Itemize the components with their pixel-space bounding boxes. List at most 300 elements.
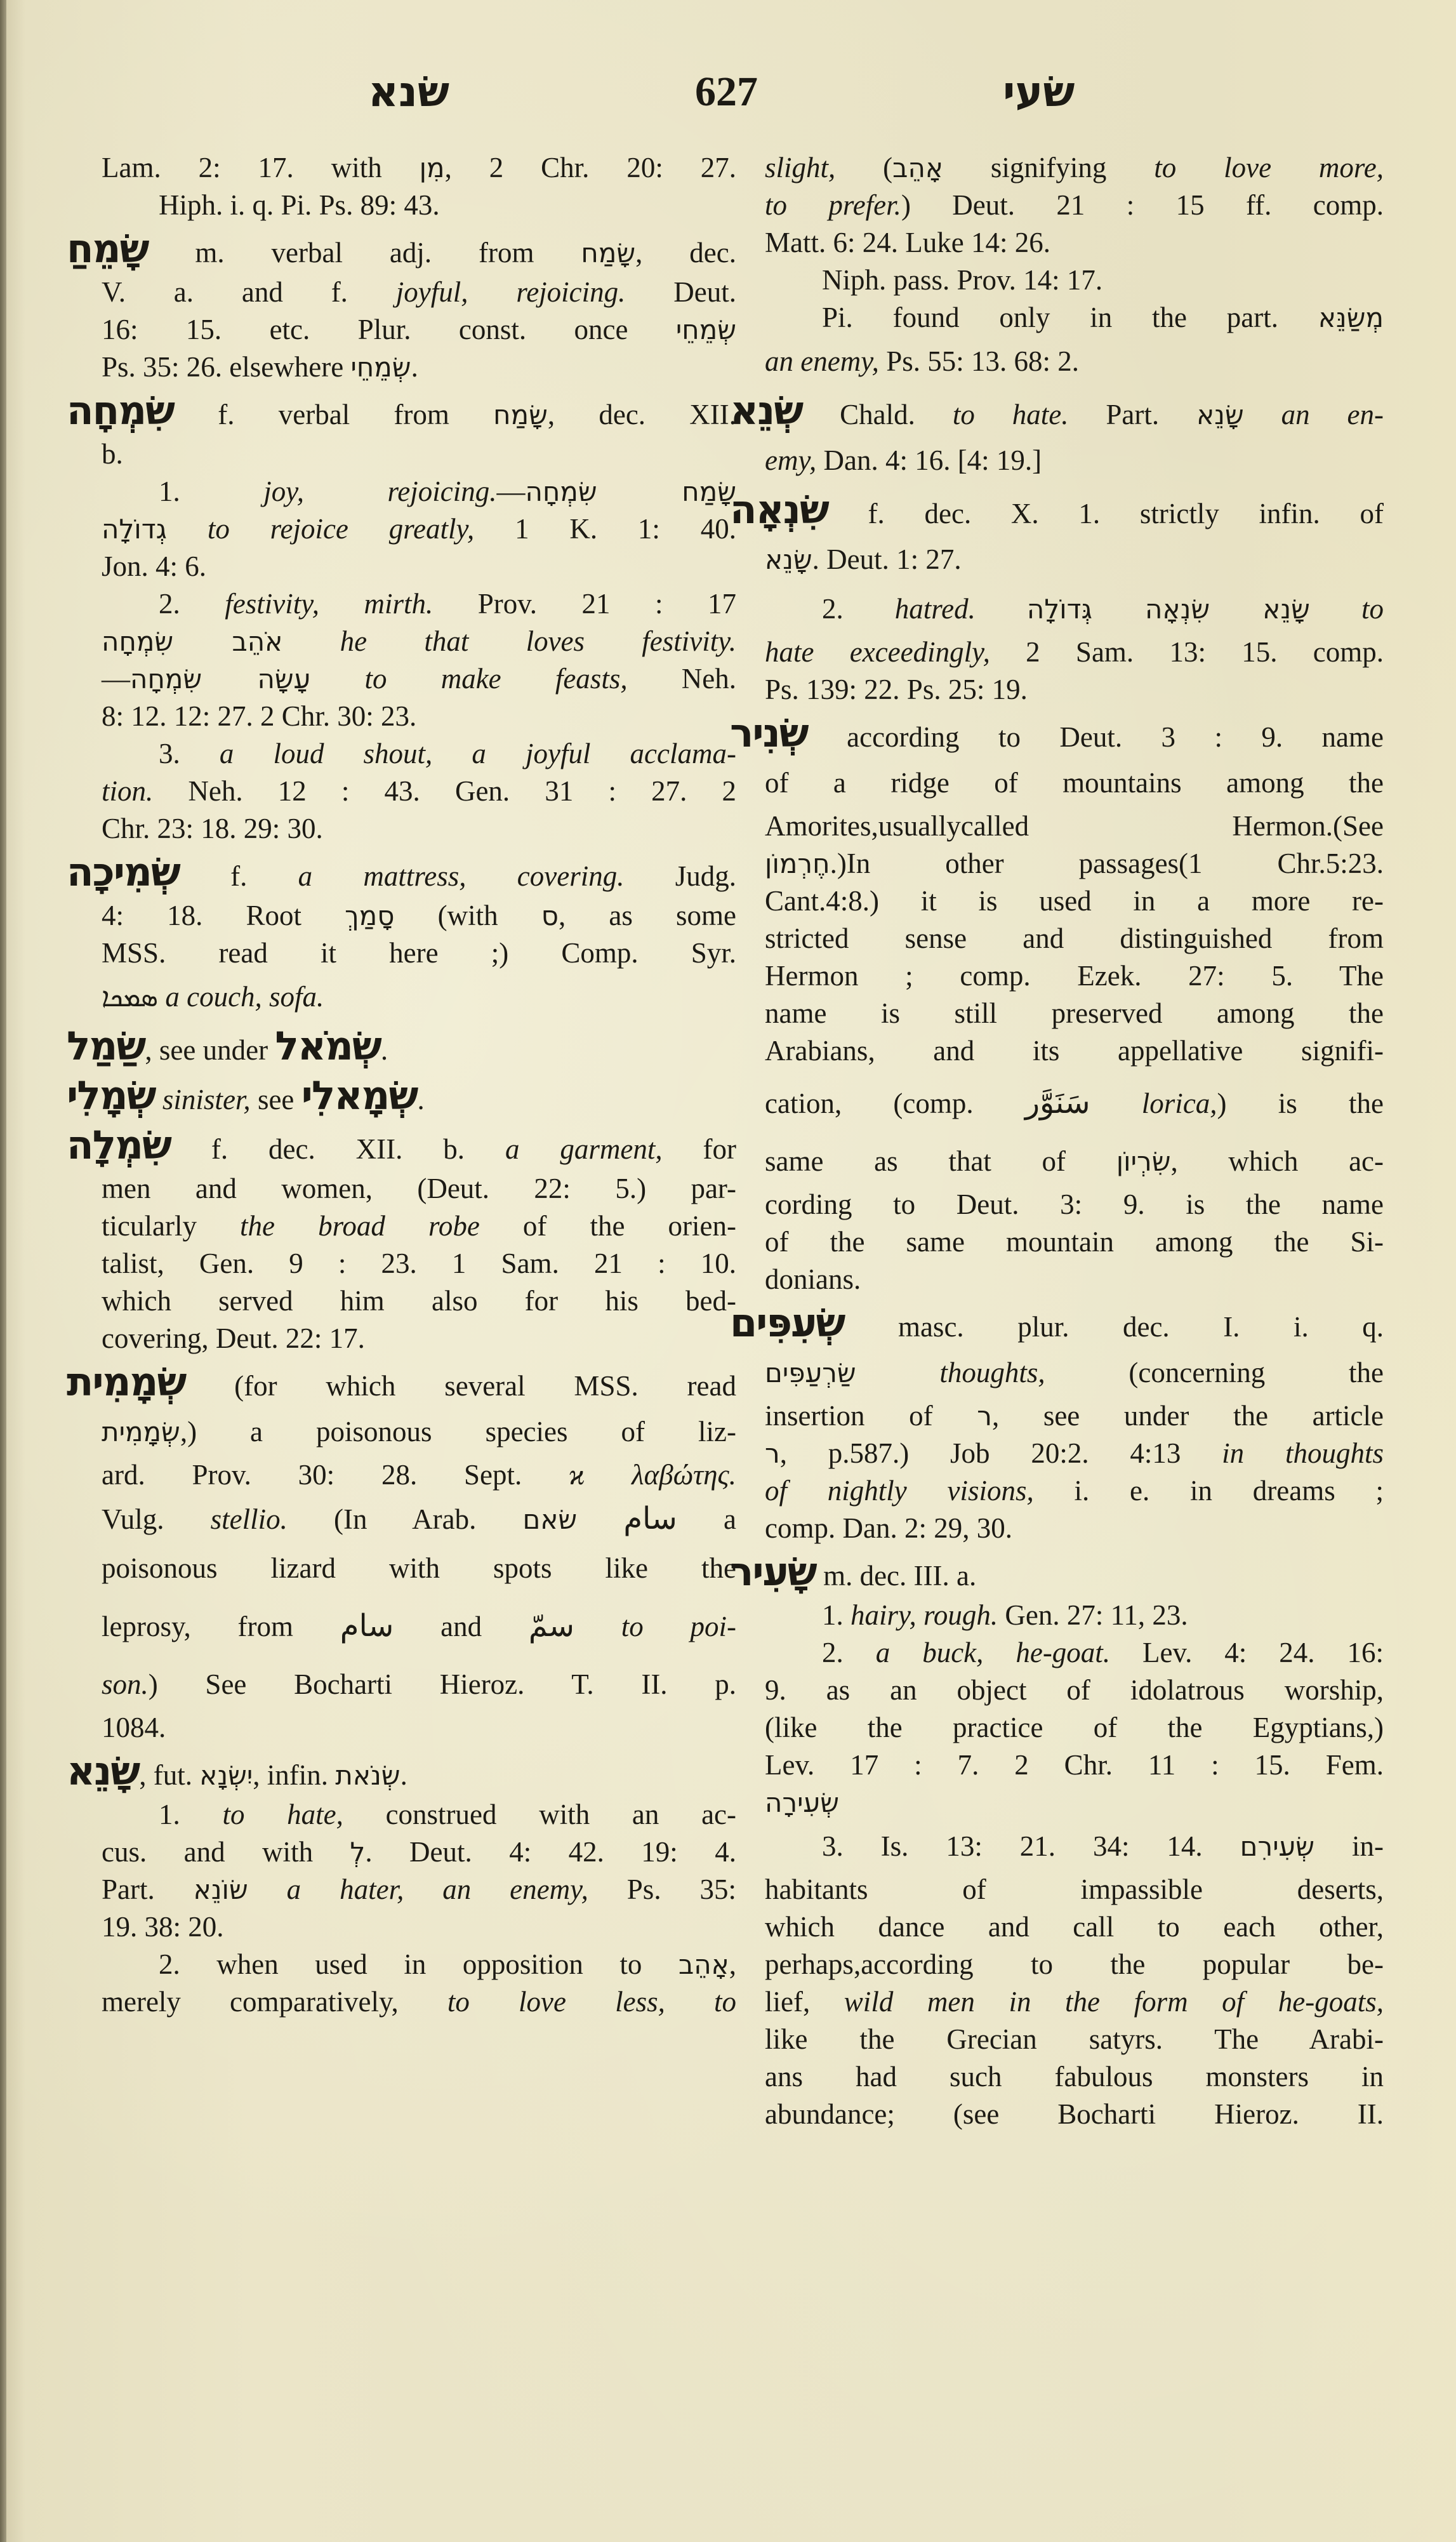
hebrew-text: לְ [350,1837,366,1868]
hebrew-text: שְׂעִירִם [1240,1831,1315,1862]
text-line [102,935,736,972]
body-text [1090,1088,1142,1119]
body-text: , p.587.) Job 20:2. 4:13 [779,1437,1222,1469]
hebrew-text: שָׂנֵא [765,544,812,575]
body-text: 8: 12. 12: 27. 2 Chr. 30: 23. [102,700,417,732]
hebrew-text: שָׂמַח שִׂמְחָה [525,476,736,507]
hebrew-headword: שִׂמְלָה [67,1122,171,1168]
body-text: V. a. and f. [102,276,396,308]
right-column [730,149,1384,2133]
body-text: Lev. 17 : 7. 2 Chr. 11 : 15. Fem. [765,1749,1384,1781]
italic-gloss: son. [102,1668,149,1700]
italic-gloss: sinister, [162,1084,251,1115]
body-text: . [380,1034,388,1066]
body-text: a [677,1503,736,1535]
italic-gloss: to prefer. [765,189,901,221]
body-text: , as some [559,900,736,931]
body-text: . Deut. 4: 42. 19: 4. [365,1836,736,1868]
italic-gloss: to make feasts, [364,663,628,695]
text-line [102,1407,736,1456]
hebrew-text: שָׂמַח [581,237,636,269]
body-text: Ps. 35: 26. elsewhere [102,351,351,383]
text-line [765,1397,1384,1435]
text-line [102,349,736,386]
text-line [102,149,736,187]
body-text: habitants of impassible deserts, [765,1873,1384,1905]
italic-gloss: a couch, sofa. [165,981,324,1013]
body-text: f. dec. XII. b. [170,1133,505,1165]
text-line [765,535,1384,584]
body-text: Gen. 27: 11, 23. [998,1599,1188,1631]
body-text: like the Grecian satyrs. The Arabi- [765,2023,1384,2055]
body-text: Pi. found only in the part. [822,302,1318,333]
text-line [765,1597,1384,1634]
italic-gloss: emy, [765,444,817,476]
text-line [765,995,1384,1032]
italic-gloss: thoughts, [939,1357,1045,1388]
body-text: 2. [822,593,895,625]
italic-gloss: stellio. [210,1503,288,1535]
hebrew-text: שׂוֹנֵא [193,1874,248,1905]
body-text: ) See Bocharti Hieroz. T. II. p. [148,1668,736,1700]
text-line [67,1121,736,1170]
body-text: 2. [159,588,225,620]
text-line [102,1871,736,1908]
text-line [765,1186,1384,1223]
hebrew-text: שִׂרְיוֹן [1116,1146,1171,1177]
body-text: Ps. 55: 13. 68: 2. [878,345,1079,377]
body-text: , see under the article [991,1400,1384,1432]
italic-gloss: hairy, rough. [850,1599,998,1631]
italic-gloss: of nightly visions, [765,1475,1034,1507]
body-text: ) Deut. 21 : 15 ff. comp. [901,189,1384,221]
body-text: construed with an ac- [343,1799,736,1830]
text-line [102,1245,736,1282]
hebrew-text: שׂאם [522,1504,578,1535]
hebrew-headword: שְׂנִיר [730,710,808,756]
body-text: , [729,1948,736,1980]
body-text: 19. 38: 20. [102,1911,224,1943]
text-line [765,1136,1384,1186]
text-line [765,634,1384,671]
body-text: covering, Deut. 22: 17. [102,1322,365,1354]
body-text [167,513,208,545]
body-text: which dance and call to each other, [765,1911,1384,1943]
text-line [765,224,1384,262]
body-text: f. dec. X. 1. strictly infin. of [828,498,1384,529]
text-line [67,1021,736,1071]
body-text: stricted sense and distinguished from [765,922,1384,954]
italic-gloss: festivity, mirth. [225,588,433,620]
text-line [730,709,1384,758]
hebrew-headword: שָׂנֵא [67,1748,140,1794]
text-line [765,336,1384,386]
italic-gloss: a hater, an enemy, [286,1873,588,1905]
italic-gloss: tion. [102,775,154,807]
text-line [102,1456,736,1494]
italic-gloss: to love more, [1154,152,1384,183]
hebrew-text: אֹהֵב שִׂמְחָה [102,626,283,657]
body-text: see [250,1084,301,1115]
body-text: signifying [943,152,1155,183]
body-text: perhaps,according to the popular be- [765,1948,1384,1980]
text-line [67,224,736,274]
text-line [102,1593,736,1660]
body-text: , infin. [253,1759,336,1791]
body-text: 4: 18. Root [102,900,345,931]
text-line [765,1821,1384,1871]
body-text: , which ac- [1170,1145,1384,1177]
body-text: MSS. read it here ;) Comp. Syr. [102,937,736,969]
italic-gloss: lorica, [1141,1088,1217,1119]
text-line [765,808,1384,845]
body-text: Neh. 12 : 43. Gen. 31 : 27. 2 [153,775,736,807]
text-line [765,1672,1384,1709]
arabic-text: سام [340,1608,394,1644]
body-text: 1. [159,1799,223,1830]
book-spine-shadow [0,0,6,2542]
body-text: comp. Dan. 2: 29, 30. [765,1512,1012,1544]
hebrew-text: שַׂרְעַפִּים [765,1357,856,1388]
text-line [765,436,1384,485]
body-text: m. dec. III. a. [816,1560,977,1592]
italic-gloss: to rejoice greatly, [207,513,475,545]
text-line [102,735,736,773]
text-line [730,1547,1384,1597]
text-line [67,1071,736,1121]
body-text: men and women, (Deut. 22: 5.) par- [102,1173,736,1204]
body-text: f. [179,860,298,892]
body-text: 1 K. 1: 40. [474,513,736,545]
body-text: cus. and with [102,1836,350,1868]
text-line [765,957,1384,995]
hebrew-text: ס [541,900,559,931]
text-line [730,386,1384,436]
text-line [765,262,1384,299]
body-text: leprosy, from [102,1611,340,1642]
text-line [102,773,736,810]
hebrew-text: גְדוֹלָה [102,514,167,545]
italic-gloss: a loud shout, a joyful acclama- [219,738,736,769]
text-line [102,972,736,1021]
body-text: according to Deut. 3 : 9. name [807,721,1384,753]
italic-gloss: an enemy, [765,345,879,377]
text-line [102,1494,736,1543]
running-head-left-word: שׂנא [368,67,450,116]
hebrew-headword: שְׂנֵא [730,387,803,434]
body-text: , fut. [139,1759,200,1791]
body-text: 1084. [102,1712,166,1743]
body-text: (In Arab. [287,1503,523,1535]
body-text: Part. [1068,399,1197,430]
body-text: abundance; (see Bocharti Hieroz. II. [765,2098,1384,2130]
text-line [102,623,736,660]
italic-gloss: a buck, he-goat. [875,1637,1111,1668]
text-line [765,1032,1384,1070]
body-text: for [662,1133,736,1165]
italic-gloss: an en- [1281,399,1384,430]
italic-gloss: to love less, to [447,1986,736,2018]
hebrew-text: שְׂמֵחֵי [350,352,411,383]
italic-gloss: a mattress, covering. [298,860,625,892]
body-text: 2. [822,1637,876,1668]
hebrew-headword: שְׂמֹאל [275,1023,381,1069]
left-column [67,149,737,2021]
hebrew-headword: שְׂמָלִי [67,1072,156,1119]
hebrew-text: יִשְׂנָא [199,1760,253,1791]
hebrew-text: עָשָׂה שִׂמְחָה [130,663,311,695]
body-text: 16: 15. etc. Plur. const. once [102,314,676,345]
body-text: ( [835,152,893,183]
body-text: poisonous lizard with spots like the [102,1552,736,1584]
body-text: , see under [145,1034,275,1066]
text-line [765,1435,1384,1472]
text-line [765,1709,1384,1747]
body-text: lief, [765,1986,844,2018]
body-text: ard. Prov. 30: 28. Sept. [102,1459,569,1491]
body-text: , dec. [635,237,736,269]
hebrew-text: שְׂנֹאת [335,1760,400,1791]
text-line [102,274,736,311]
hebrew-text: ר [765,1438,780,1469]
body-text: Judg. [624,860,736,892]
body-text: Part. [102,1873,194,1905]
body-text: Ps. 35: [588,1873,736,1905]
body-text [158,981,165,1013]
text-line [67,1747,736,1796]
text-line [765,1784,1384,1821]
body-text [574,1611,621,1642]
italic-gloss: joyful, rejoicing. [395,276,626,308]
body-text: same as that of [765,1145,1116,1177]
body-text: and [394,1611,529,1642]
body-text: masc. plur. dec. I. i. q. [844,1311,1384,1343]
body-text: Jon. 4: 6. [102,550,207,582]
body-text: (concerning the [1045,1357,1384,1388]
text-line [102,473,736,510]
hebrew-text: שְׂעִירָה [765,1787,839,1818]
text-line [102,1833,736,1871]
body-text: , 2 Chr. 20: 27. [444,152,736,183]
body-text: talist, Gen. 9 : 23. 1 Sam. 21 : 10. [102,1248,736,1279]
italic-gloss: hatred. [894,593,976,625]
body-text: . [400,1759,407,1791]
body-text: .)In other passages(1 Chr.5:23. [830,848,1384,879]
text-line [102,1320,736,1357]
text-line [765,584,1384,634]
body-text: merely comparatively, [102,1986,447,2018]
text-line [102,1543,736,1593]
italic-gloss: to hate, [222,1799,343,1830]
text-line [102,548,736,585]
hebrew-text: שְׂמָמִית [102,1416,180,1447]
body-text: i. e. in dreams ; [1033,1475,1384,1507]
text-line [102,1660,736,1709]
body-text: in- [1314,1830,1384,1862]
text-line [765,1261,1384,1298]
body-text: ticularly [102,1210,241,1242]
body-text: which served him also for his bed- [102,1285,736,1317]
text-line [67,386,736,436]
text-line [765,1510,1384,1547]
text-line [730,485,1384,535]
body-text: ans had such fabulous monsters in [765,2061,1384,2093]
arabic-text: سَنَوَّر [1024,1085,1090,1121]
body-text: 3. Is. 13: 21. 34: 14. [822,1830,1240,1862]
hebrew-headword: שִׂנְאָה [730,486,828,533]
body-text [310,663,364,695]
body-text: Chr. 23: 18. 29: 30. [102,813,323,844]
text-line [765,671,1384,709]
hebrew-text: אָהֵב [678,1949,729,1980]
body-text: . Deut. 1: 27. [812,543,962,575]
body-text: Dan. 4: 16. [4: 19.] [816,444,1042,476]
body-text [1310,593,1361,625]
text-line [102,660,736,698]
arabic-text: سام [623,1501,677,1536]
text-line [765,1223,1384,1261]
text-line [102,311,736,349]
body-text [282,625,340,657]
body-text: of a ridge of mountains among the [765,767,1384,799]
italic-gloss: the broad robe [240,1210,480,1242]
hebrew-text: אָהֵב [892,152,943,183]
body-text: Hermon ; comp. Ezek. 27: 5. The [765,960,1384,992]
body-text: ,) a poisonous species of liz- [180,1416,736,1447]
body-text: 1. [822,1599,850,1631]
body-text: Cant.4:8.) it is used in a more re- [765,885,1384,917]
italic-gloss: wild men in the form of he-goats, [844,1986,1384,2018]
body-text: ) is the [1217,1088,1384,1119]
hebrew-headword: שְׂמִיכָה [67,849,180,895]
italic-gloss: to [1361,593,1384,625]
syriac-text: ܣܡܟܐ [102,982,159,1013]
italic-gloss: in thoughts [1222,1437,1384,1469]
text-line [765,920,1384,957]
body-text: 1. [159,476,264,507]
text-line [67,848,736,897]
body-text: cation, (comp. [765,1088,1025,1119]
text-line [102,1983,736,2021]
hebrew-headword: שַׂמַל [67,1023,145,1069]
hebrew-text: שָׂנֵא שִׂנְאָה גְּדוֹלָה [1026,594,1310,625]
body-text: 9. as an object of idolatrous worship, [765,1674,1384,1706]
body-text: (for which several MSS. read [185,1370,736,1402]
text-line [730,1298,1384,1348]
hebrew-text: חֶרְמוֹן [765,848,830,879]
running-head [0,63,1456,121]
body-text: of the orien- [479,1210,736,1242]
body-text: Vulg. [102,1503,211,1535]
text-line [765,149,1384,187]
body-text: 2 Sam. 13: 15. comp. [989,636,1384,668]
text-line [102,1796,736,1833]
text-line [765,1747,1384,1784]
hebrew-text: שְׂמֵחֵי [675,314,736,345]
page-number: 627 [695,69,758,115]
text-line [765,882,1384,920]
body-text: Lam. 2: 17. with [102,152,420,183]
body-text [1244,399,1281,430]
body-text [976,593,1027,625]
text-line [102,1282,736,1320]
text-line [102,1170,736,1208]
hebrew-headword: שְׂמָאלִי [301,1072,418,1119]
body-text: Matt. 6: 24. Luke 14: 26. [765,227,1050,258]
body-text: name is still preserved among the [765,997,1384,1029]
body-text: (like the practice of the Egyptians,) [765,1712,1384,1743]
text-line [765,1871,1384,1908]
body-text: m. verbal adj. from [148,237,581,269]
hebrew-text: ר [977,1401,992,1432]
body-text: Chald. [802,399,953,430]
body-text: . [411,351,418,383]
body-text: 3. [159,738,220,769]
body-text: b. [102,438,123,470]
body-text: donians. [765,1263,861,1295]
text-line [67,1357,736,1407]
text-line [102,1709,736,1747]
text-line [765,1070,1384,1136]
italic-gloss: ϰ λαβώτης. [569,1459,736,1491]
body-text: insertion of [765,1400,977,1432]
text-line [765,1348,1384,1397]
text-line [765,1908,1384,1946]
body-text: . [417,1084,425,1115]
text-line [765,1983,1384,2021]
italic-gloss: to hate. [952,399,1069,430]
hebrew-headword: שָׂעִיר [730,1548,816,1595]
body-text: Lev. 4: 24. 16: [1110,1637,1384,1668]
hebrew-headword: שִׂמְחָה [67,387,175,434]
body-text: — [102,663,130,695]
body-text [856,1357,940,1388]
hebrew-text: סָמַךְ [345,900,395,931]
text-line [765,1946,1384,1983]
body-text: — [496,476,526,507]
text-line [765,2021,1384,2058]
italic-gloss: a garment, [505,1133,663,1165]
body-text [248,1873,287,1905]
hebrew-text: מִן [419,152,445,183]
body-text: Neh. [627,663,736,695]
italic-gloss: to poi- [621,1611,736,1642]
text-line [102,698,736,735]
body-text: Hiph. i. q. Pi. Ps. 89: 43. [159,189,440,221]
body-text: Deut. [625,276,736,308]
text-line [102,1908,736,1946]
hebrew-text: מְשַׂנֵּא [1318,302,1384,333]
text-line [102,810,736,848]
text-line [765,845,1384,882]
body-text: Amorites,usuallycalled Hermon.(See [765,810,1384,842]
italic-gloss: joy, rejoicing. [263,476,497,507]
text-line [765,187,1384,224]
hebrew-headword: שְׂמָמִית [67,1359,186,1405]
body-text: Arabians, and its appellative signifi- [765,1035,1384,1067]
text-line [102,1208,736,1245]
text-line [765,1634,1384,1672]
text-line [765,2096,1384,2133]
body-text: f. verbal from [174,399,494,430]
body-text: Niph. pass. Prov. 14: 17. [822,264,1103,296]
running-head-right-word: שׂעי [1003,67,1075,116]
text-line [102,1946,736,1983]
body-text [577,1503,623,1535]
hebrew-headword: שְׂעִפִּים [730,1300,845,1346]
body-text: Ps. 139: 22. Ps. 25: 19. [765,674,1028,705]
hebrew-text: שָׂנֵא [1196,399,1244,430]
